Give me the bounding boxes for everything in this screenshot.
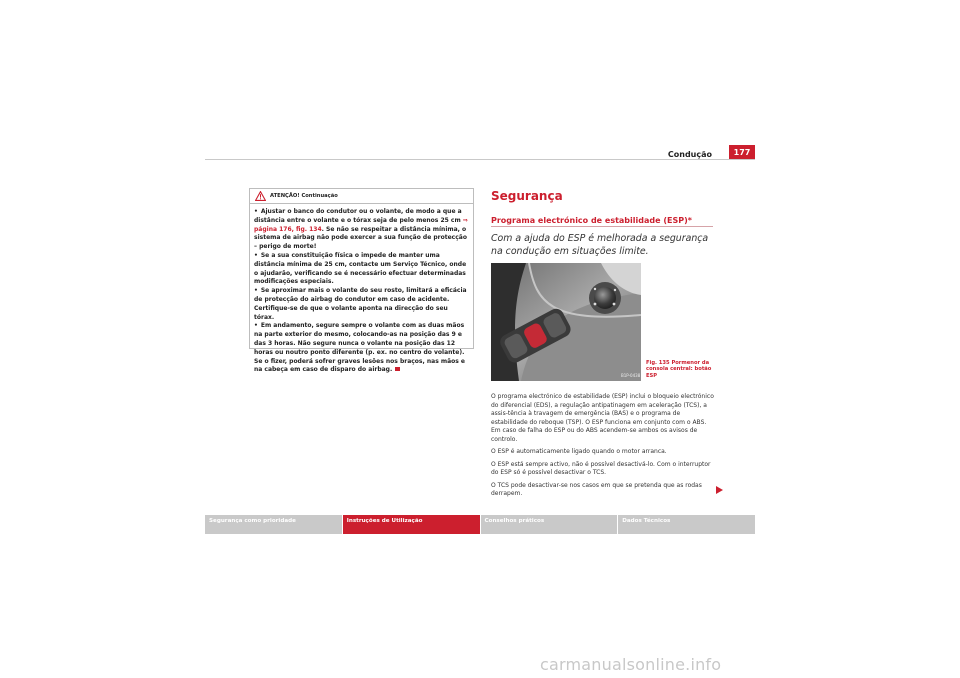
section-title: Segurança [491,189,563,203]
bullet-icon: • [254,208,258,215]
body-paragraph: O TCS pode desactivar-se nos casos em que se pretenda que as rodas derrapem. [491,481,702,497]
subsection-title: Programa electrónico de estabilidade (ESP)* [491,216,692,225]
watermark: carmanualsonline.info [540,655,722,674]
warning-triangle-icon [250,191,270,201]
tab-instrucoes[interactable]: Instruções de Utilização [343,515,480,534]
page-header-title: Condução [667,150,712,159]
figure-code: B1P-0438 [621,373,641,378]
body-paragraph: O ESP está sempre activo, não é possível desactivá-lo. Com o interruptor do ESP só é possível desactivar o TCS. [491,460,711,476]
figure-caption: Fig. 135 Pormenor da consola central: botão ESP [646,360,712,379]
figure-esp-console [491,263,641,381]
header-rule [205,159,755,160]
end-of-section-mark [395,367,400,371]
body-paragraph: O programa electrónico de estabilidade (ESP) inclui o bloqueio electrónico do diferencial (EDS), a regulação antipatinagem em aceleração (TCS), a assis-tência à travagem de emergência (BAS) e o programa de estabilidade do reboque (TSP). O ESP funciona em conjunto com o ABS. Em caso de falha do ESP ou do ABS acendem-se ambos os avisos de controlo. [491,393,714,443]
warning-bullet: • Se aproximar mais o volante do seu rosto, limitará a eficácia de protecção do airbag do condutor em caso de acidente. Certifique-se de que o volante aponta na direcção do seu tórax. [254,287,467,321]
continue-arrow-icon[interactable] [716,486,723,494]
warning-title: ATENÇÃO! Continuação [270,193,338,199]
warning-box [249,188,474,374]
footer-tabs [205,515,755,534]
page-number: 177 [729,145,755,159]
warning-bullet: • Se a sua constituição física o impede de manter uma distância mínima de 25 cm, contacte um Serviço Técnico, onde o ajudarão, verificando se é necessário efectuar determinadas modificações especiais. [254,251,467,286]
tab-seguranca[interactable]: Segurança como prioridade [205,515,342,534]
page-link[interactable]: ⇒ página 176, fig. 134 [254,216,468,233]
warning-body [250,204,473,375]
body-text [491,393,717,503]
lead-paragraph: Com a ajuda do ESP é melhorada a segurança na condução em situações limite. [491,233,709,257]
tab-conselhos[interactable]: Conselhos práticos [481,515,618,534]
warning-header [250,189,473,204]
warning-bullet: • Em andamento, segure sempre o volante com as duas mãos na parte exterior do mesmo, colocando-as na posição das 9 e das 3 horas. Não segure nunca o volante na posição das 12 horas ou noutro ponto diferente (p. ex. no centro do volante). Se o fizer, poderá sofrer graves lesões nos braços, nas mãos e na cabeça em caso de disparo do airbag. [254,322,466,374]
body-paragraph: O ESP é automaticamente ligado quando o motor arranca. [491,448,667,455]
subsection-rule [491,226,713,227]
bullet-icon: • [254,322,258,330]
tab-dados-tecnicos[interactable]: Dados Técnicos [618,515,755,534]
bullet-icon: • [254,251,258,259]
bullet-icon: • [254,287,258,295]
warning-bullet: • Ajustar o banco do condutor ou o volante, de modo a que a distância entre o volante e o tórax seja de pelo menos 25 cm ⇒ página 176, fig. 134. Se não se respeitar a distância mínima, o sistema de airbag não pode exercer a sua função de protecção – perigo de morte! [254,208,468,251]
